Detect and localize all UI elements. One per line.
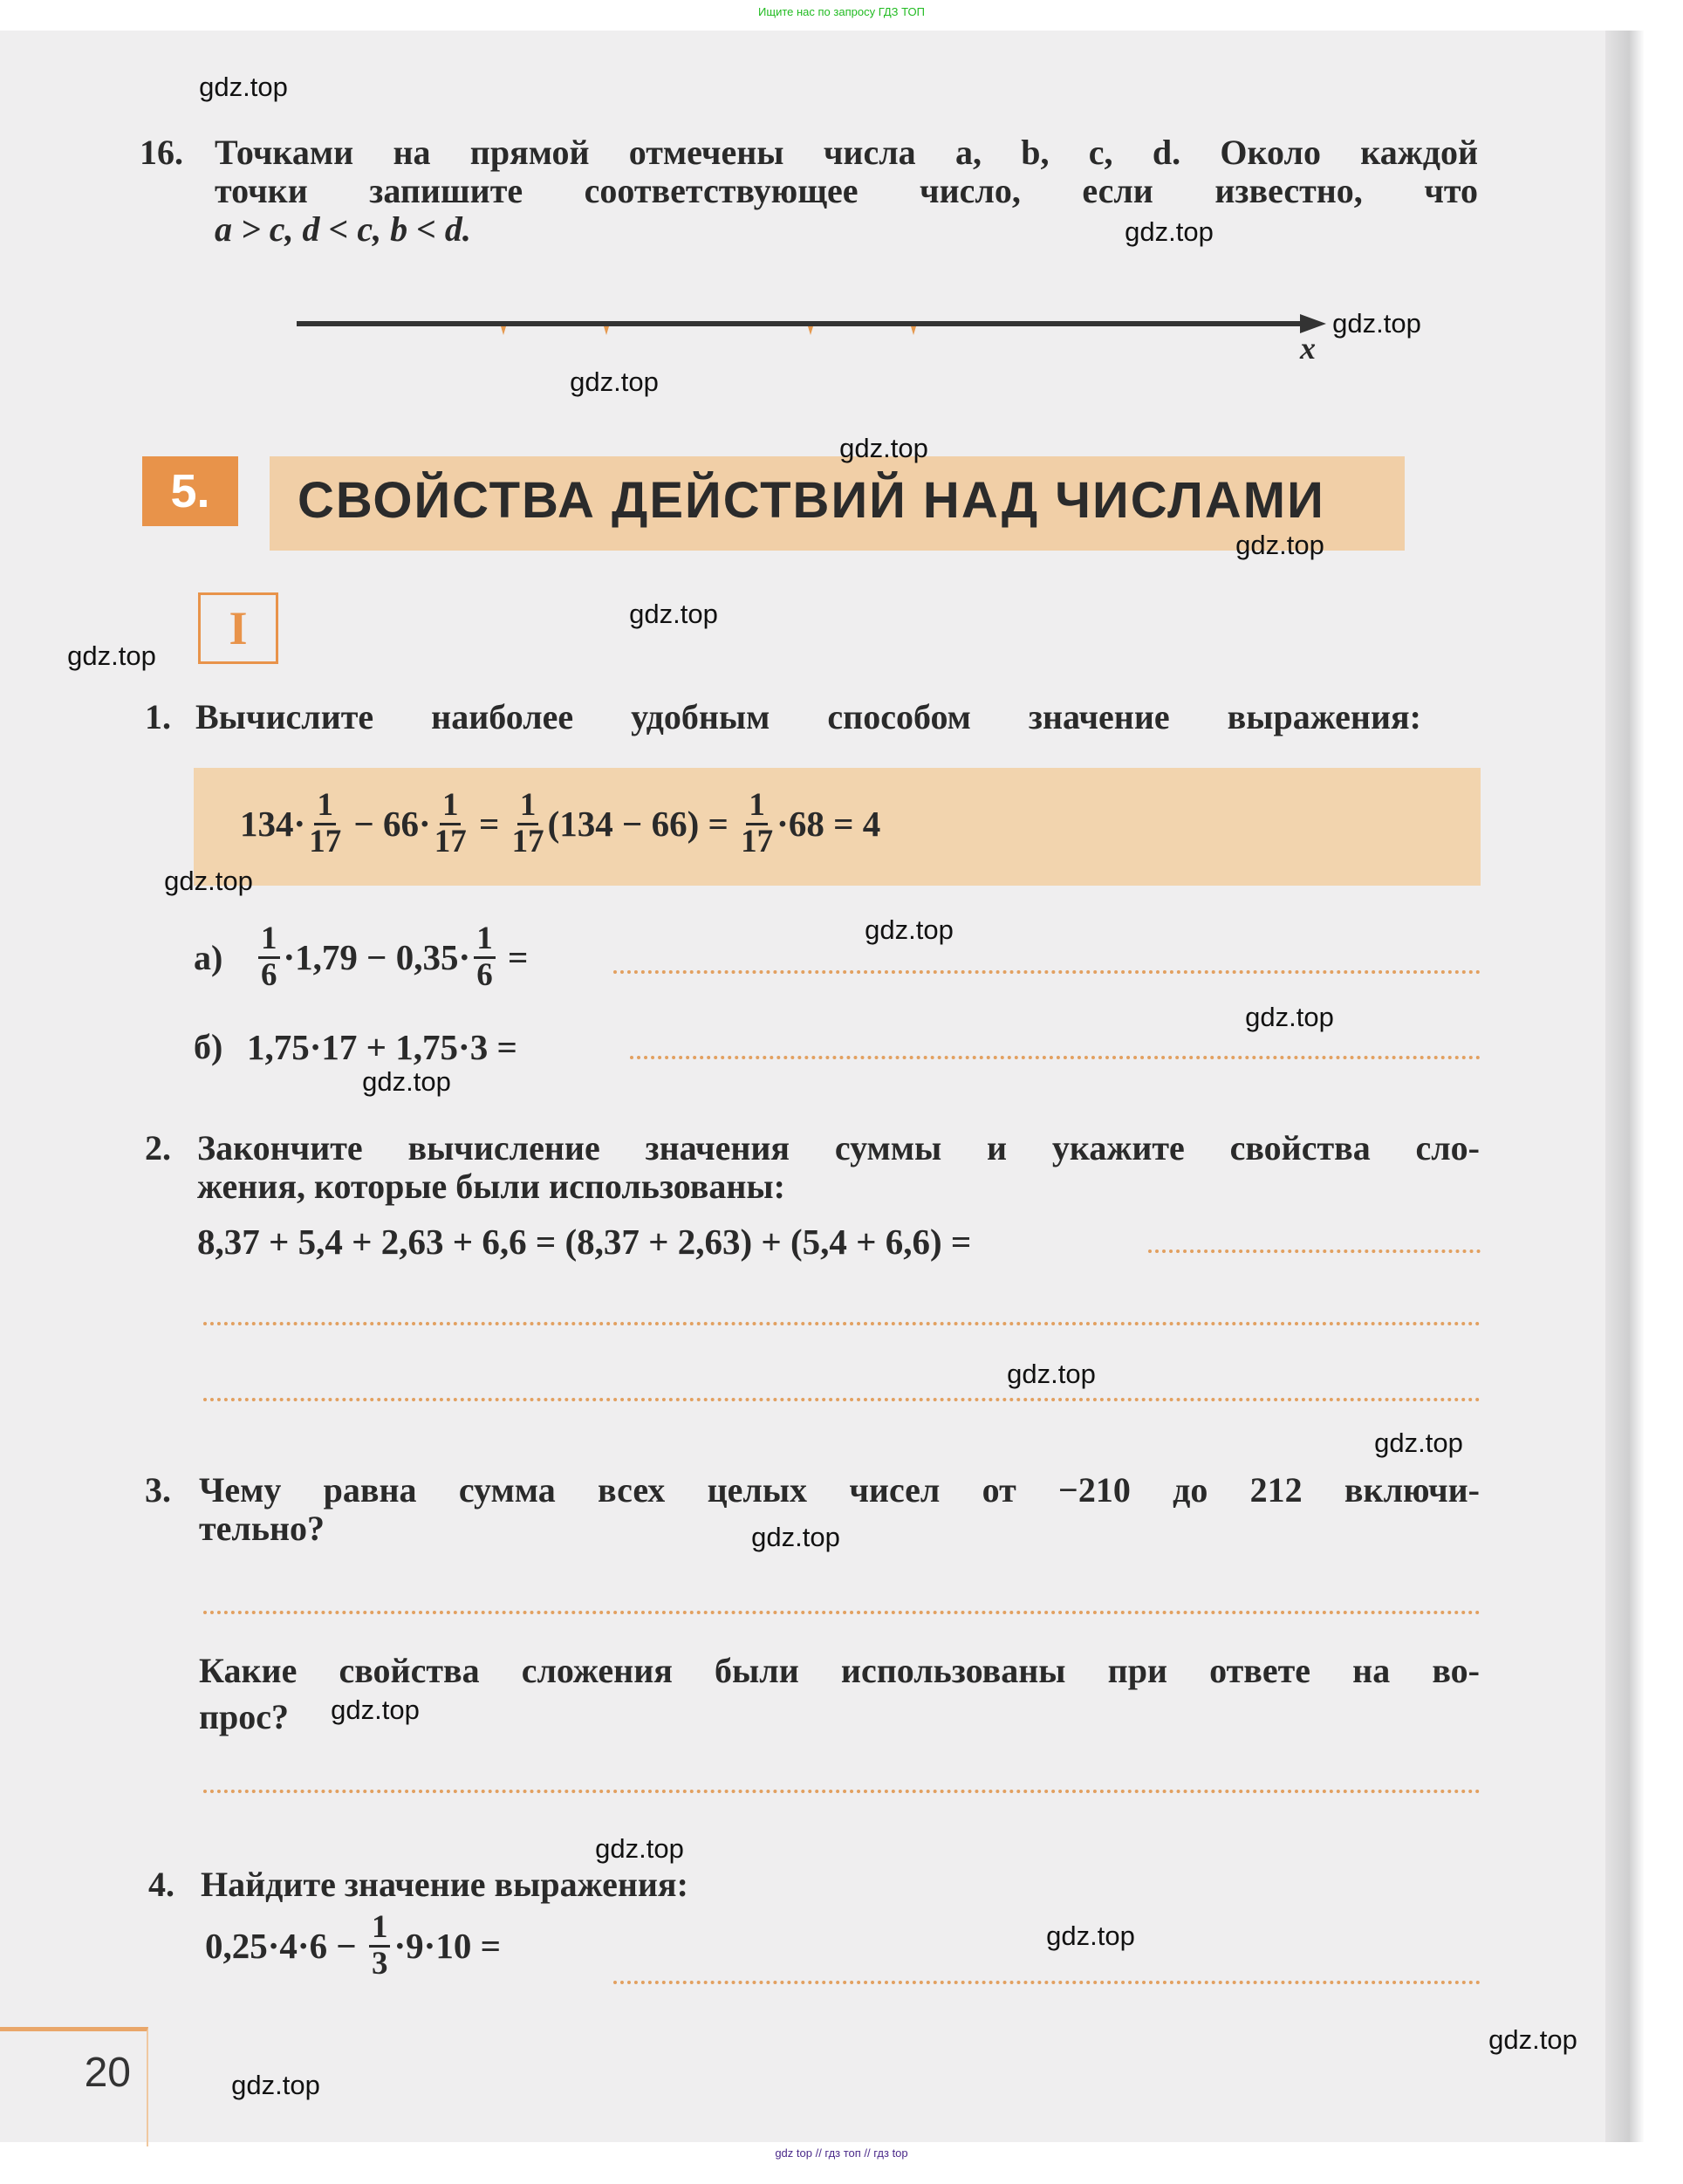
watermark: gdz.top — [362, 1066, 451, 1097]
section-number: 5. — [142, 456, 238, 526]
fraction — [258, 922, 280, 993]
task4-expression — [205, 1909, 501, 1982]
watermark: gdz.top — [1374, 1427, 1463, 1458]
task1-number: 1. — [145, 697, 171, 736]
answer-line-3a[interactable] — [203, 1611, 1481, 1614]
watermark: gdz.top — [839, 433, 928, 463]
number-line — [288, 305, 1335, 375]
task3-line-2: тельно? — [199, 1509, 325, 1548]
numerator: 1 — [314, 789, 336, 825]
task1a-expression — [255, 921, 528, 994]
math-text: ·9·10 = — [393, 1926, 501, 1966]
watermark: gdz.top — [331, 1694, 420, 1725]
fraction — [511, 786, 544, 859]
denominator: 17 — [741, 823, 774, 859]
number-line-point — [808, 326, 813, 335]
math-text: 0,25·4·6 − — [205, 1926, 366, 1966]
task2-line-2: жения, которые были использованы: — [197, 1167, 785, 1206]
fraction — [434, 786, 467, 859]
task1a-label: а) — [194, 938, 223, 977]
task2-expression: 8,37 + 5,4 + 2,63 + 6,6 = (8,37 + 2,63) + (5,4 + 6,6) = — [197, 1222, 972, 1262]
watermark: gdz.top — [1332, 308, 1421, 339]
math-text: ·1,79 − 0,35· — [283, 937, 471, 977]
section-title: СВОЙСТВА ДЕЙСТВИЙ НАД ЧИСЛАМИ — [298, 472, 1325, 529]
math-text: ·68 = 4 — [777, 804, 881, 844]
bottom-note: gdz top // гдз топ // гдз top — [775, 2146, 908, 2160]
example-formula — [240, 786, 881, 859]
watermark: gdz.top — [67, 640, 156, 671]
task4-text: Найдите значение выражения: — [201, 1865, 688, 1904]
denominator: 17 — [511, 823, 544, 859]
watermark: gdz.top — [570, 366, 659, 397]
task16-line-1: Точками на прямой отмечены числа a, b, c, d. Около каждой — [215, 133, 1478, 172]
math-text: 1,75·17 + 1,75·3 = — [247, 1027, 517, 1067]
page-number: 20 — [84, 2050, 131, 2096]
task2-line-1: Закончите вычисление значения суммы и укажите свойства сло- — [197, 1128, 1480, 1167]
denominator: 17 — [434, 823, 467, 859]
page-edge-shadow — [1605, 31, 1645, 2142]
numerator: 1 — [474, 922, 496, 959]
watermark: gdz.top — [164, 866, 253, 896]
numerator: 1 — [258, 922, 280, 959]
watermark: gdz.top — [751, 1522, 840, 1552]
numerator: 1 — [746, 789, 768, 825]
task16-number: 16. — [140, 133, 183, 172]
numerator: 1 — [440, 789, 462, 825]
fraction — [474, 922, 496, 993]
math-text: = — [469, 804, 509, 844]
watermark: gdz.top — [1007, 1359, 1096, 1389]
answer-line-2b[interactable] — [203, 1322, 1481, 1325]
answer-line-2a[interactable] — [1148, 1249, 1481, 1253]
denominator: 6 — [261, 956, 277, 993]
answer-line-4[interactable] — [613, 1981, 1481, 1984]
watermark: gdz.top — [1235, 530, 1324, 560]
axis-label: x — [1300, 331, 1316, 366]
answer-line-3b[interactable] — [203, 1790, 1481, 1793]
task1b-label: б) — [194, 1027, 223, 1066]
math-text: = — [498, 937, 529, 977]
math-text: − 66· — [345, 804, 431, 844]
watermark: gdz.top — [1488, 2024, 1577, 2055]
page-number-box — [0, 2027, 148, 2146]
number-line-point — [501, 326, 506, 335]
fraction — [309, 786, 342, 859]
task1-text: Вычислите наиболее удобным способом значение выражения: — [195, 697, 1421, 736]
top-note: Ищите нас по запросу ГДЗ ТОП — [758, 5, 925, 18]
watermark: gdz.top — [199, 72, 288, 102]
watermark: gdz.top — [1046, 1920, 1135, 1951]
answer-line-1b[interactable] — [630, 1056, 1481, 1059]
watermark: gdz.top — [1245, 1002, 1334, 1032]
task16-line-2: точки запишите соответствующее число, если известно, что — [215, 171, 1478, 210]
watermark: gdz.top — [231, 2070, 320, 2100]
numerator: 1 — [517, 789, 539, 825]
answer-line-2c[interactable] — [203, 1398, 1481, 1401]
watermark: gdz.top — [865, 914, 954, 945]
watermark: gdz.top — [629, 599, 718, 629]
fraction — [741, 786, 774, 859]
level-badge: I — [198, 592, 278, 664]
denominator: 6 — [476, 956, 493, 993]
task3-line-1: Чему равна сумма всех целых чисел от −210 до 212 включи- — [199, 1470, 1480, 1510]
task3-question-line-1: Какие свойства сложения были использованы при ответе на во- — [199, 1651, 1480, 1690]
numerator: 1 — [369, 1911, 391, 1948]
watermark: gdz.top — [595, 1833, 684, 1864]
number-line-point — [911, 326, 916, 335]
denominator: 3 — [371, 1945, 388, 1982]
task3-number: 3. — [145, 1470, 171, 1510]
task4-number: 4. — [148, 1865, 174, 1904]
task2-number: 2. — [145, 1128, 171, 1167]
watermark: gdz.top — [1125, 216, 1214, 247]
answer-line-1a[interactable] — [613, 970, 1481, 974]
denominator: 17 — [309, 823, 342, 859]
math-text: (134 − 66) = — [547, 804, 738, 844]
task16-line-3: a > c, d < c, b < d. — [215, 209, 471, 249]
number-line-point — [604, 326, 609, 335]
task1b-expression — [247, 1025, 517, 1069]
math-text: 134· — [240, 804, 306, 844]
fraction — [369, 1908, 391, 1982]
task3-question-line-2: прос? — [199, 1697, 290, 1736]
